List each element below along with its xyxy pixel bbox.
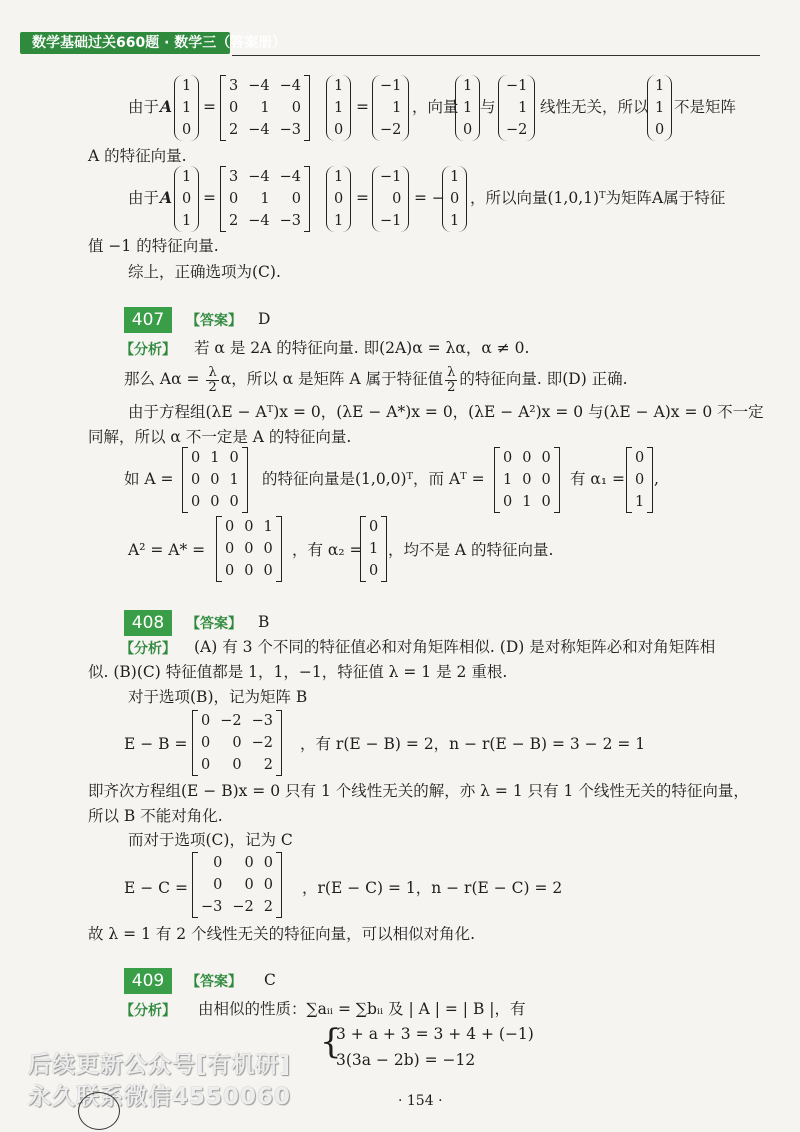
text: 若 α 是 2A 的特征向量. 即(2A)α = λα，α ≠ 0. — [194, 339, 530, 357]
matrix-cell: 2 — [229, 213, 239, 229]
matrix-cell: 0 — [210, 494, 220, 510]
matrix-cell: 0 — [201, 713, 211, 729]
question-number-badge: 409 — [124, 968, 172, 994]
matrix-cell: −4 — [248, 213, 270, 229]
matrix-cell: −3 — [251, 713, 273, 729]
matrix-cell: 0 — [191, 472, 201, 488]
equation: 3 + a + 3 = 3 + 4 + (−1) — [336, 1025, 534, 1043]
matrix-cell: 0 — [392, 191, 402, 207]
matrix-cell: 1 — [392, 100, 402, 116]
matrix-M — [220, 166, 310, 232]
matrix-cell: 0 — [213, 855, 223, 871]
matrix-cell: 0 — [369, 519, 379, 535]
matrix-cell: −4 — [248, 169, 270, 185]
watermark-line2: 永久联系微信4550060 — [28, 1084, 292, 1110]
text: 有 α₁ = — [570, 470, 626, 488]
text: (A) 有 3 个不同的特征值必和对角矩阵相似. (D) 是对称矩阵必和对角矩阵相 — [194, 638, 716, 656]
vector-101 — [442, 166, 467, 232]
matrix-cell: 3 — [229, 169, 239, 185]
question-number-badge: 407 — [124, 307, 172, 333]
matrix-cell: 0 — [334, 191, 344, 207]
matrix-cell: 0 — [229, 100, 239, 116]
vector-101 — [174, 166, 199, 232]
matrix-cell: 0 — [225, 541, 235, 557]
matrix-cell: 1 — [369, 541, 379, 557]
matrix-cell: 0 — [291, 100, 301, 116]
matrix-cell: 0 — [229, 191, 239, 207]
matrix-cell: 1 — [182, 100, 192, 116]
text: ，r(E − C) = 1，n − r(E − C) = 2 — [302, 879, 563, 897]
text: E − B = — [124, 735, 188, 753]
matrix-cell: 1 — [334, 78, 344, 94]
text: 所以 B 不能对角化. — [88, 807, 223, 825]
matrix-cell: 0 — [541, 494, 551, 510]
matrix-cell: 0 — [635, 450, 645, 466]
watermark-line1: 后续更新公众号[有机研] — [28, 1052, 292, 1078]
matrix-cell: 1 — [463, 78, 473, 94]
matrix-cell: 0 — [201, 757, 211, 773]
matrix-cell: 0 — [522, 472, 532, 488]
matrix-M — [220, 75, 310, 141]
matrix-cell: −1 — [506, 78, 528, 94]
matrix-A2 — [216, 516, 282, 582]
text: 即齐次方程组(E − B)x = 0 只有 1 个线性无关的解，亦 λ = 1 只有 1 个线性无关的特征向量， — [88, 782, 749, 800]
matrix-cell: 2 — [263, 899, 273, 915]
matrix-cell: 1 — [450, 213, 460, 229]
matrix-cell: −2 — [220, 713, 242, 729]
matrix-cell: 1 — [655, 100, 665, 116]
matrix-cell: 0 — [263, 855, 273, 871]
fraction: $\frac{\lambda}{2}$ — [208, 364, 217, 395]
vector-110 — [647, 75, 672, 141]
matrix-cell: 0 — [244, 855, 254, 871]
text: ，均不是 A 的特征向量. — [388, 541, 554, 559]
text: 由于方程组(λE − Aᵀ)x = 0，(λE − A*)x = 0，(λE − A²)x = 0 与(λE − A)x = 0 不一定 — [128, 403, 764, 421]
text: 与 — [480, 98, 496, 116]
text: = − — [414, 189, 445, 207]
matrix-cell: −4 — [248, 122, 270, 138]
matrix-cell: −2 — [380, 122, 402, 138]
matrix-cell: 1 — [334, 213, 344, 229]
matrix-symbol: A — [160, 97, 173, 116]
text: ，有 r(E − B) = 2，n − r(E − B) = 3 − 2 = 1 — [300, 735, 646, 753]
text: 线性无关，所以 — [540, 98, 649, 116]
matrix-cell: 0 — [182, 122, 192, 138]
answer-value: C — [264, 971, 276, 989]
matrix-cell: 0 — [503, 450, 513, 466]
matrix-cell: 0 — [210, 472, 220, 488]
matrix-cell: 0 — [244, 563, 254, 579]
vector-110 — [455, 75, 480, 141]
text: 由相似的性质：∑aᵢᵢ = ∑bᵢᵢ 及 | A | = | B |，有 — [198, 1000, 526, 1018]
matrix-symbol: A — [160, 188, 173, 207]
text: A 的特征向量. — [88, 147, 187, 165]
text: 由于 — [128, 189, 160, 207]
question-number-badge: 408 — [124, 610, 172, 636]
matrix-cell: 1 — [635, 494, 645, 510]
matrix-cell: 0 — [225, 519, 235, 535]
matrix-cell: 0 — [369, 563, 379, 579]
answer-label: 【答案】 — [186, 974, 242, 990]
matrix-cell: 0 — [232, 735, 242, 751]
matrix-cell: 0 — [229, 450, 239, 466]
text: 的特征向量是(1,0,0)ᵀ，而 Aᵀ = — [262, 470, 485, 488]
matrix-cell: 0 — [229, 494, 239, 510]
matrix-cell: 1 — [260, 100, 270, 116]
matrix-cell: 0 — [263, 877, 273, 893]
matrix-cell: −3 — [279, 213, 301, 229]
logo-icon — [78, 1092, 120, 1130]
matrix-cell: −1 — [380, 78, 402, 94]
matrix-cell: 1 — [655, 78, 665, 94]
text: = — [356, 189, 369, 207]
matrix-cell: 1 — [182, 78, 192, 94]
matrix-cell: 0 — [503, 494, 513, 510]
text: ，有 α₂ = — [292, 541, 363, 559]
matrix-cell: −2 — [251, 735, 273, 751]
matrix-cell: 1 — [229, 472, 239, 488]
text: 故 λ = 1 有 2 个线性无关的特征向量，可以相似对角化. — [88, 925, 476, 943]
matrix-cell: −1 — [380, 213, 402, 229]
text: = — [356, 98, 369, 116]
text: 综上，正确选项为(C). — [128, 263, 281, 281]
matrix-cell: 1 — [260, 191, 270, 207]
matrix-cell: 0 — [655, 122, 665, 138]
page-number: · 154 · — [398, 1093, 443, 1109]
matrix-AT — [494, 447, 560, 513]
matrix-cell: 0 — [244, 519, 254, 535]
vector-result — [372, 75, 409, 141]
matrix-cell: −2 — [506, 122, 528, 138]
matrix-cell: 0 — [225, 563, 235, 579]
matrix-cell: −4 — [279, 78, 301, 94]
matrix-cell: 1 — [503, 472, 513, 488]
answer-label: 【答案】 — [186, 313, 242, 329]
matrix-cell: 0 — [450, 191, 460, 207]
matrix-cell: 1 — [463, 100, 473, 116]
matrix-cell: 0 — [213, 877, 223, 893]
header-title: 数学基础过关660题 · 数学三（答案册） — [32, 35, 287, 51]
analysis-label: 【分析】 — [120, 342, 176, 358]
vector-110 — [326, 75, 351, 141]
matrix-cell: −4 — [279, 169, 301, 185]
matrix-cell: 0 — [244, 541, 254, 557]
analysis-label: 【分析】 — [120, 1003, 176, 1019]
text: ，所以向量(1,0,1)ᵀ为矩阵A属于特征 — [470, 189, 726, 207]
matrix-cell: 1 — [522, 494, 532, 510]
vector-alpha2 — [360, 516, 387, 582]
text-line: 那么 Aα = $\frac{\lambda}{2}$ α，所以 α 是矩阵 A 属于特征值 $\frac{\lambda}{2}$ 的特征向量. 即(D) 正确. — [124, 364, 628, 395]
matrix-cell: 0 — [263, 541, 273, 557]
matrix-cell: 0 — [191, 450, 201, 466]
matrix-cell: 0 — [244, 877, 254, 893]
matrix-cell: 0 — [191, 494, 201, 510]
matrix-cell: 1 — [210, 450, 220, 466]
matrix-cell: 0 — [541, 472, 551, 488]
text: 值 −1 的特征向量. — [88, 237, 219, 255]
matrix-cell: 0 — [232, 757, 242, 773]
matrix-cell: 2 — [263, 757, 273, 773]
matrix-E-minus-C — [192, 852, 282, 918]
matrix-cell: 1 — [334, 169, 344, 185]
header-rule — [232, 55, 760, 56]
vector-110 — [174, 75, 199, 141]
matrix-cell: 3 — [229, 78, 239, 94]
matrix-cell: 0 — [291, 191, 301, 207]
vector-101 — [326, 166, 351, 232]
matrix-cell: 0 — [463, 122, 473, 138]
matrix-cell: 1 — [450, 169, 460, 185]
matrix-cell: 0 — [263, 563, 273, 579]
text: 由于 — [128, 98, 160, 116]
matrix-cell: 0 — [635, 472, 645, 488]
matrix-cell: −3 — [201, 899, 223, 915]
matrix-cell: 0 — [541, 450, 551, 466]
matrix-cell: 2 — [229, 122, 239, 138]
analysis-label: 【分析】 — [120, 641, 176, 657]
text: E − C = — [124, 879, 188, 897]
matrix-cell: 0 — [201, 735, 211, 751]
text: A² = A* = — [128, 541, 206, 559]
vector-result — [498, 75, 535, 141]
text: 似. (B)(C) 特征值都是 1，1，−1，特征值 λ = 1 是 2 重根. — [88, 663, 508, 681]
matrix-cell: 1 — [182, 169, 192, 185]
answer-label: 【答案】 — [186, 616, 242, 632]
text: 不是矩阵 — [674, 98, 737, 116]
matrix-cell: 1 — [334, 100, 344, 116]
text: 对于选项(B)，记为矩阵 B — [128, 688, 308, 706]
matrix-cell: −2 — [232, 899, 254, 915]
matrix-cell: 1 — [518, 100, 528, 116]
answer-value: B — [258, 613, 270, 631]
matrix-A — [182, 447, 248, 513]
text: = — [203, 98, 216, 116]
text: ，向量 — [412, 98, 459, 116]
matrix-cell: 0 — [334, 122, 344, 138]
equation: 3(3a − 2b) = −12 — [336, 1051, 476, 1069]
system-brace: { — [320, 1022, 342, 1062]
text: = — [203, 189, 216, 207]
matrix-cell: −3 — [279, 122, 301, 138]
matrix-E-minus-B — [192, 710, 282, 776]
matrix-cell: 0 — [182, 191, 192, 207]
answer-value: D — [258, 310, 271, 328]
running-header — [20, 28, 760, 58]
text: 同解，所以 α 不一定是 A 的特征向量. — [88, 428, 352, 446]
matrix-cell: 1 — [182, 213, 192, 229]
text: 而对于选项(C)，记为 C — [128, 831, 293, 849]
matrix-cell: 0 — [522, 450, 532, 466]
text: , — [654, 470, 659, 488]
vector-result — [372, 166, 409, 232]
fraction: $\frac{\lambda}{2}$ — [447, 364, 456, 395]
matrix-cell: 1 — [263, 519, 273, 535]
matrix-cell: −4 — [248, 78, 270, 94]
vector-alpha1 — [626, 447, 653, 513]
matrix-cell: −1 — [380, 169, 402, 185]
text: 如 A = — [124, 470, 174, 488]
